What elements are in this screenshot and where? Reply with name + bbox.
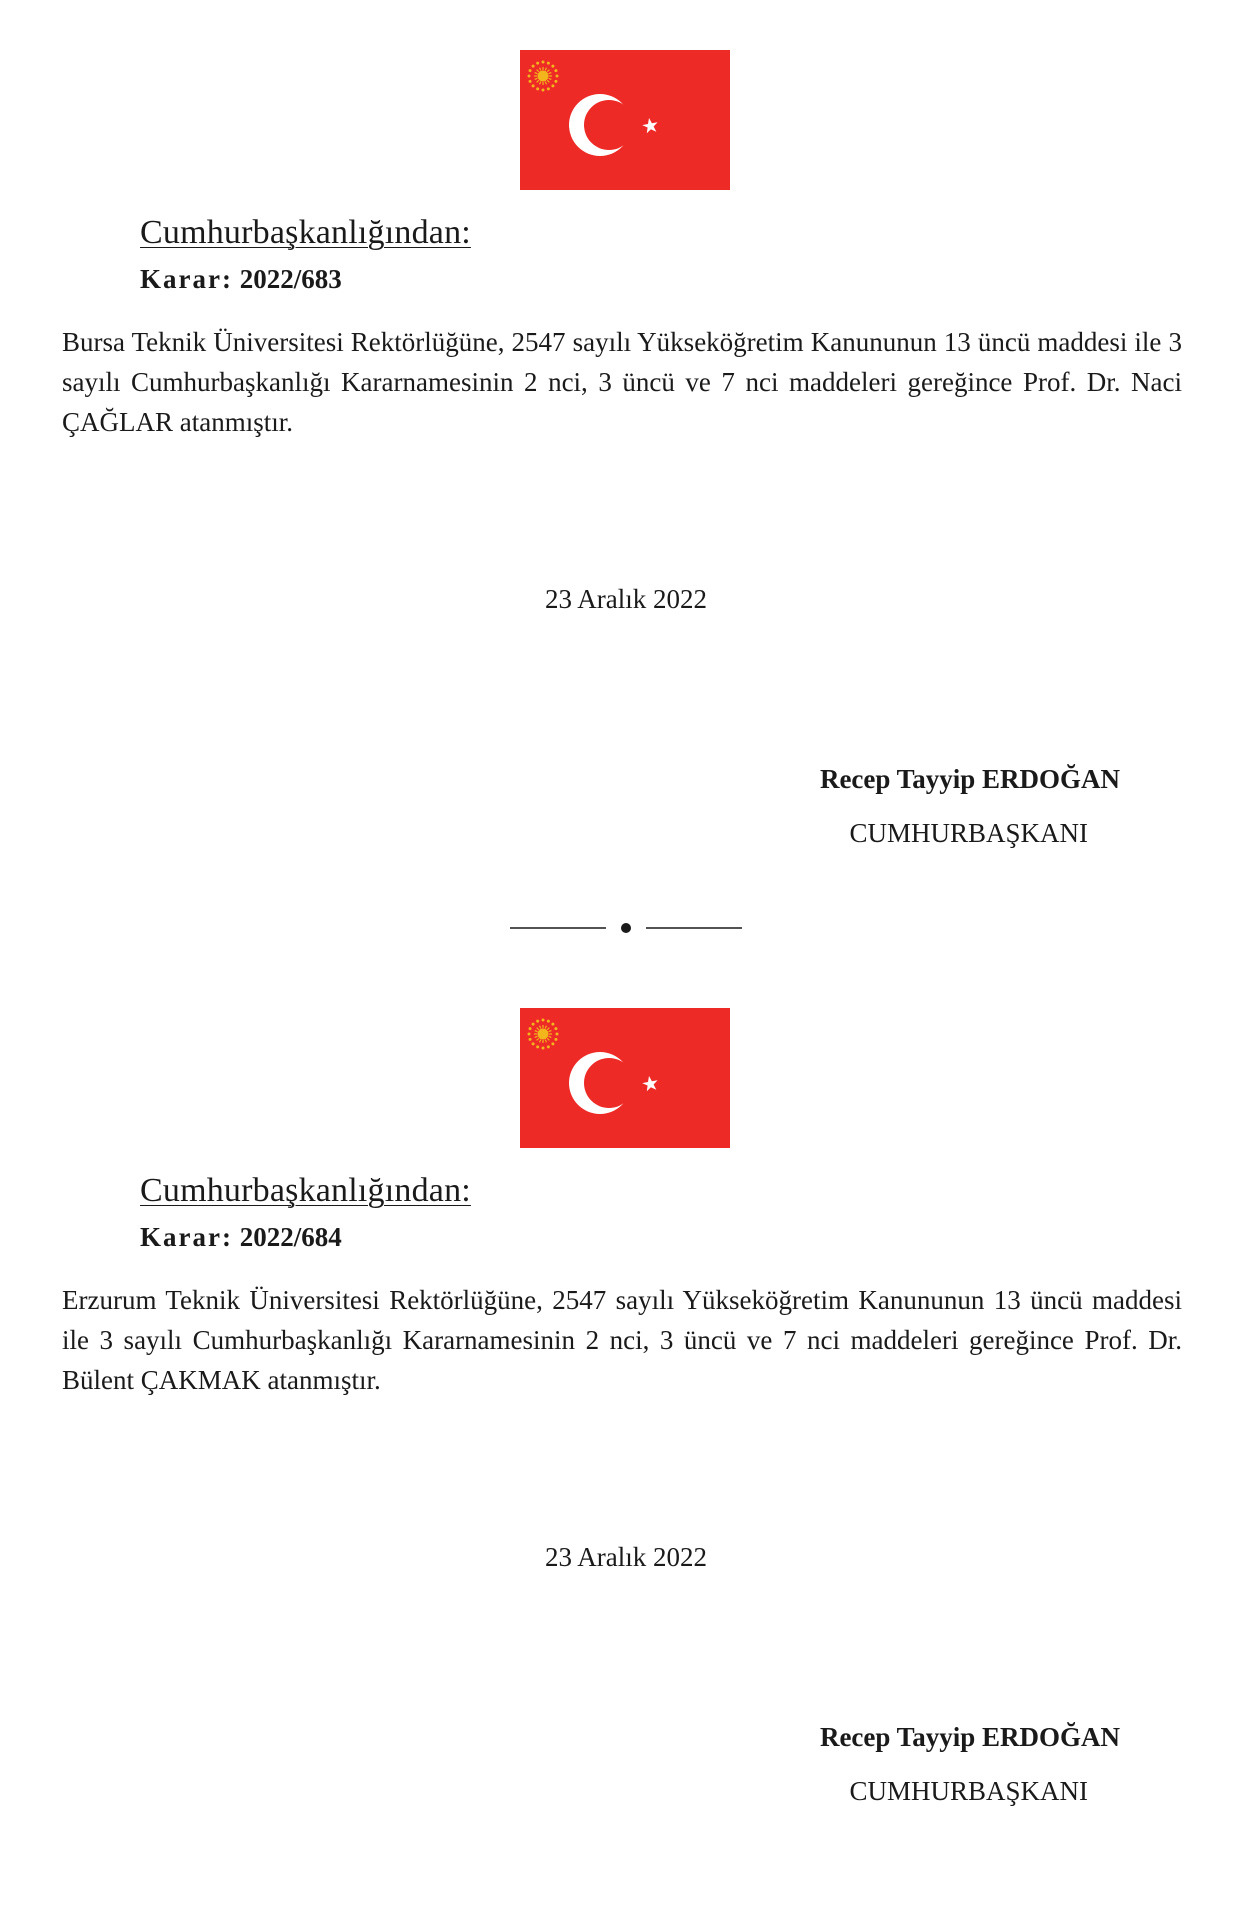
decision-number <box>140 1222 342 1253</box>
presidential-flag-icon <box>520 50 730 190</box>
signer-name: Recep Tayyip ERDOĞAN <box>819 1722 1120 1752</box>
decree-date: 23 Aralık 2022 <box>545 584 707 614</box>
presidential-flag-icon <box>520 1008 730 1148</box>
decision-label: Karar: <box>140 1222 233 1252</box>
decree-block <box>0 958 1252 1858</box>
issuing-authority: Cumhurbaşkanlığından: <box>140 214 471 251</box>
decision-label: Karar: <box>140 264 233 294</box>
decree-body: Bursa Teknik Üniversitesi Rektörlüğüne, 2547 sayılı Yükseköğretim Kanununun 13 üncü maddesi ile 3 sayılı Cumhurbaşkanlığı Kararnamesinin 2 nci, 3 üncü ve 7 nci maddeleri gereğince Prof. Dr. Naci ÇAĞLAR atanmıştır. <box>62 327 1182 437</box>
decision-number-value: 2022/684 <box>239 1222 342 1252</box>
signer-title: CUMHURBAŞKANI <box>849 1776 1088 1806</box>
decision-number <box>140 264 342 295</box>
decree-body: Erzurum Teknik Üniversitesi Rektörlüğüne, 2547 sayılı Yükseköğretim Kanununun 13 üncü maddesi ile 3 sayılı Cumhurbaşkanlığı Kararnamesinin 2 nci, 3 üncü ve 7 nci maddeleri gereğince Prof. Dr. Bülent ÇAKMAK atanmıştır. <box>62 1285 1182 1395</box>
decree-block <box>0 0 1252 900</box>
decree-separator <box>506 918 746 938</box>
signer-title: CUMHURBAŞKANI <box>849 818 1088 848</box>
decision-number-value: 2022/683 <box>239 264 342 294</box>
decree-date: 23 Aralık 2022 <box>545 1542 707 1572</box>
issuing-authority: Cumhurbaşkanlığından: <box>140 1172 471 1209</box>
signer-name: Recep Tayyip ERDOĞAN <box>819 764 1120 794</box>
